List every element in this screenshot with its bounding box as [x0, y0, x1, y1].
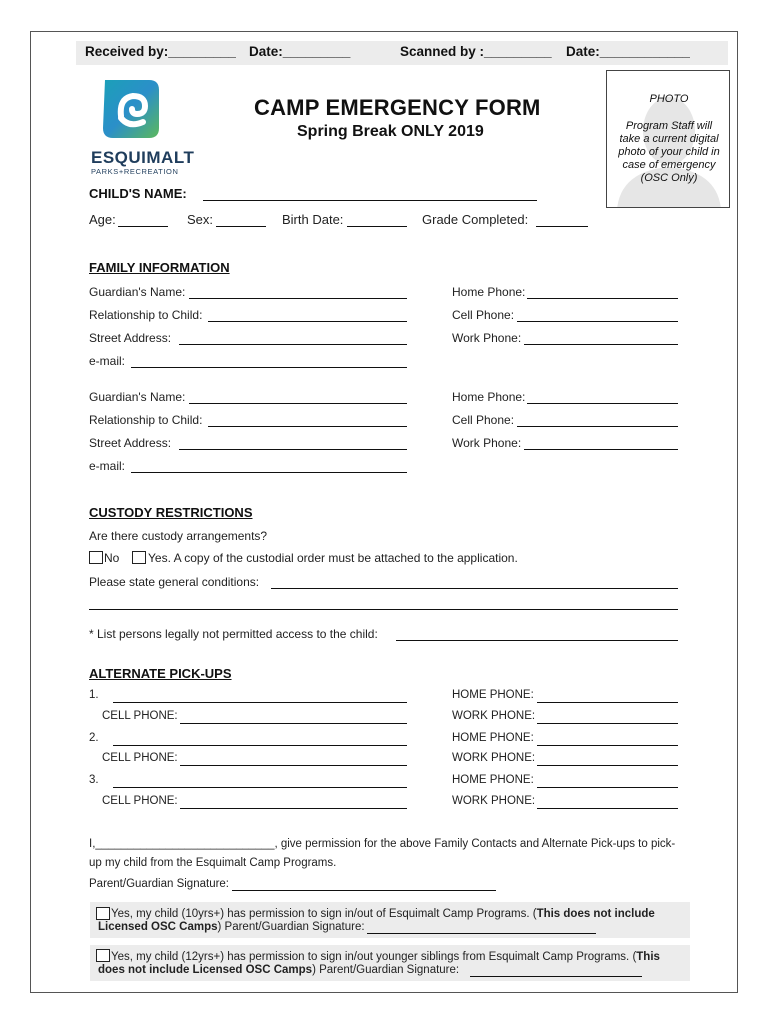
birth-date-field[interactable]: [347, 226, 407, 227]
guardian1-home-phone-label: Home Phone:: [452, 285, 526, 299]
childs-name-field[interactable]: [203, 200, 537, 201]
birth-date-label: Birth Date:: [282, 212, 344, 227]
sign-in-10yrs-line2: [98, 921, 365, 933]
grade-label: Grade Completed:: [422, 212, 529, 227]
pickup1-work-phone-label: WORK PHONE:: [452, 710, 536, 722]
sign-in-10yrs-signature-field[interactable]: [367, 933, 596, 934]
pickup3-work-phone-label: WORK PHONE:: [452, 795, 536, 807]
pickup3-home-phone-field[interactable]: [537, 787, 678, 788]
custody-no-label: No: [104, 551, 120, 565]
grade-field[interactable]: [536, 226, 588, 227]
guardian1-name-label: Guardian's Name:: [89, 285, 186, 299]
sex-label: Sex:: [187, 212, 214, 227]
guardian2-work-phone-label: Work Phone:: [452, 436, 522, 450]
pickup3-name-field[interactable]: [113, 787, 407, 788]
sign-out-siblings-checkbox[interactable]: [96, 949, 110, 962]
guardian2-street-label: Street Address:: [89, 436, 172, 450]
date-field[interactable]: Date:_________: [249, 44, 351, 59]
custody-conditions-label: Please state general conditions:: [89, 575, 260, 589]
pickup1-number: 1.: [89, 689, 99, 701]
custody-yes-label: Yes. A copy of the custodial order must be attached to the application.: [148, 551, 518, 565]
permission-statement-line1: I,____________________________, give permission for the above Family Contacts and Alternate Pick-ups to pick-: [89, 838, 676, 850]
permission-statement-line2: up my child from the Esquimalt Camp Programs.: [89, 857, 337, 869]
sex-field[interactable]: [216, 226, 266, 227]
sign-out-siblings-signature-field[interactable]: [470, 976, 642, 977]
pickup2-home-phone-field[interactable]: [537, 745, 678, 746]
photo-heading: PHOTO: [649, 93, 689, 105]
alternate-pickups-heading: ALTERNATE PICK-UPS: [89, 666, 232, 681]
guardian2-cell-phone-field[interactable]: [517, 426, 678, 427]
sign-out-siblings-bold: This: [636, 951, 660, 963]
pickup1-home-phone-label: HOME PHONE:: [452, 689, 534, 701]
restricted-persons-label: * List persons legally not permitted access to the child:: [89, 627, 378, 641]
pickup1-cell-phone-field[interactable]: [180, 723, 407, 724]
pickup3-number: 3.: [89, 774, 99, 786]
sign-in-10yrs-bold: This does not include: [536, 908, 655, 920]
sign-in-10yrs-checkbox[interactable]: [96, 907, 110, 920]
received-by-field[interactable]: Received by:_________: [85, 44, 236, 59]
guardian2-work-phone-field[interactable]: [524, 449, 678, 450]
sign-out-siblings-bold-2: does not include Licensed OSC Camps: [98, 964, 313, 976]
guardian2-cell-phone-label: Cell Phone:: [452, 413, 515, 427]
guardian2-email-field[interactable]: [131, 472, 407, 473]
logo-name: ESQUIMALT: [91, 148, 195, 167]
guardian2-relationship-label: Relationship to Child:: [89, 413, 203, 427]
pickup2-cell-phone-label: CELL PHONE:: [102, 752, 178, 764]
logo-tagline: PARKS+RECREATION: [91, 167, 179, 176]
pickup2-work-phone-field[interactable]: [537, 765, 678, 766]
guardian1-email-field[interactable]: [131, 367, 407, 368]
childs-name-label: CHILD'S NAME:: [89, 186, 187, 201]
sign-in-10yrs-bold-2: Licensed OSC Camps: [98, 921, 218, 933]
guardian1-cell-phone-field[interactable]: [517, 321, 678, 322]
permission-signature-field[interactable]: [232, 890, 496, 891]
pickup3-cell-phone-field[interactable]: [180, 808, 407, 809]
guardian2-street-field[interactable]: [179, 449, 407, 450]
pickup3-work-phone-field[interactable]: [537, 808, 678, 809]
sign-in-10yrs-text: Yes, my child (10yrs+) has permission to sign in/out of Esquimalt Camp Programs. (: [111, 908, 537, 920]
guardian2-home-phone-label: Home Phone:: [452, 390, 526, 404]
sign-out-siblings-line1: [111, 951, 660, 963]
photo-box: [606, 70, 730, 208]
pickup2-home-phone-label: HOME PHONE:: [452, 732, 534, 744]
guardian2-email-label: e-mail:: [89, 459, 126, 473]
photo-instructions: Program Staff will take a current digital photo of your child in case of emergency (OSC Only): [618, 120, 720, 184]
guardian2-name-field[interactable]: [189, 403, 407, 404]
custody-yes-checkbox[interactable]: [132, 551, 146, 564]
custody-conditions-field-2[interactable]: [89, 609, 678, 610]
pickup1-cell-phone-label: CELL PHONE:: [102, 710, 178, 722]
guardian1-cell-phone-label: Cell Phone:: [452, 308, 515, 322]
custody-no-checkbox[interactable]: [89, 551, 103, 564]
pickup2-number: 2.: [89, 732, 99, 744]
guardian1-email-label: e-mail:: [89, 354, 126, 368]
custody-question: Are there custody arrangements?: [89, 529, 268, 543]
guardian1-work-phone-label: Work Phone:: [452, 331, 522, 345]
guardian2-relationship-field[interactable]: [208, 426, 407, 427]
guardian2-home-phone-field[interactable]: [527, 403, 678, 404]
pickup3-cell-phone-label: CELL PHONE:: [102, 795, 178, 807]
pickup2-name-field[interactable]: [113, 745, 407, 746]
family-info-heading: FAMILY INFORMATION: [89, 260, 230, 275]
guardian1-street-label: Street Address:: [89, 331, 172, 345]
restricted-persons-field[interactable]: [396, 640, 678, 641]
pickup2-cell-phone-field[interactable]: [180, 765, 407, 766]
age-field[interactable]: [118, 226, 168, 227]
guardian2-name-label: Guardian's Name:: [89, 390, 186, 404]
sign-in-10yrs-line1: [111, 908, 655, 920]
permission-signature-label: Parent/Guardian Signature:: [89, 878, 230, 890]
sign-out-siblings-signature-label: ) Parent/Guardian Signature:: [312, 964, 460, 976]
form-title: CAMP EMERGENCY FORM: [254, 95, 541, 120]
sign-in-10yrs-signature-label: ) Parent/Guardian Signature:: [217, 921, 365, 933]
pickup1-work-phone-field[interactable]: [537, 723, 678, 724]
guardian1-street-field[interactable]: [179, 344, 407, 345]
esquimalt-logo: [91, 76, 195, 176]
guardian1-relationship-field[interactable]: [208, 321, 407, 322]
form-subtitle: Spring Break ONLY 2019: [297, 123, 484, 140]
scanned-date-field[interactable]: Date:____________: [566, 44, 690, 59]
age-label: Age:: [89, 212, 116, 227]
logo-mark-icon: [99, 76, 163, 142]
pickup2-work-phone-label: WORK PHONE:: [452, 752, 536, 764]
pickup3-home-phone-label: HOME PHONE:: [452, 774, 534, 786]
custody-heading: CUSTODY RESTRICTIONS: [89, 505, 253, 520]
scanned-by-field[interactable]: Scanned by :_________: [400, 44, 552, 59]
pickup1-home-phone-field[interactable]: [537, 702, 678, 703]
guardian1-name-field[interactable]: [189, 298, 407, 299]
guardian1-home-phone-field[interactable]: [527, 298, 678, 299]
sign-out-siblings-text: Yes, my child (12yrs+) has permission to sign in/out younger siblings from Esquimalt Camp Programs. (: [111, 951, 637, 963]
custody-conditions-field[interactable]: [271, 588, 678, 589]
pickup1-name-field[interactable]: [113, 702, 407, 703]
guardian1-relationship-label: Relationship to Child:: [89, 308, 203, 322]
guardian1-work-phone-field[interactable]: [524, 344, 678, 345]
sign-out-siblings-line2: [98, 964, 459, 976]
